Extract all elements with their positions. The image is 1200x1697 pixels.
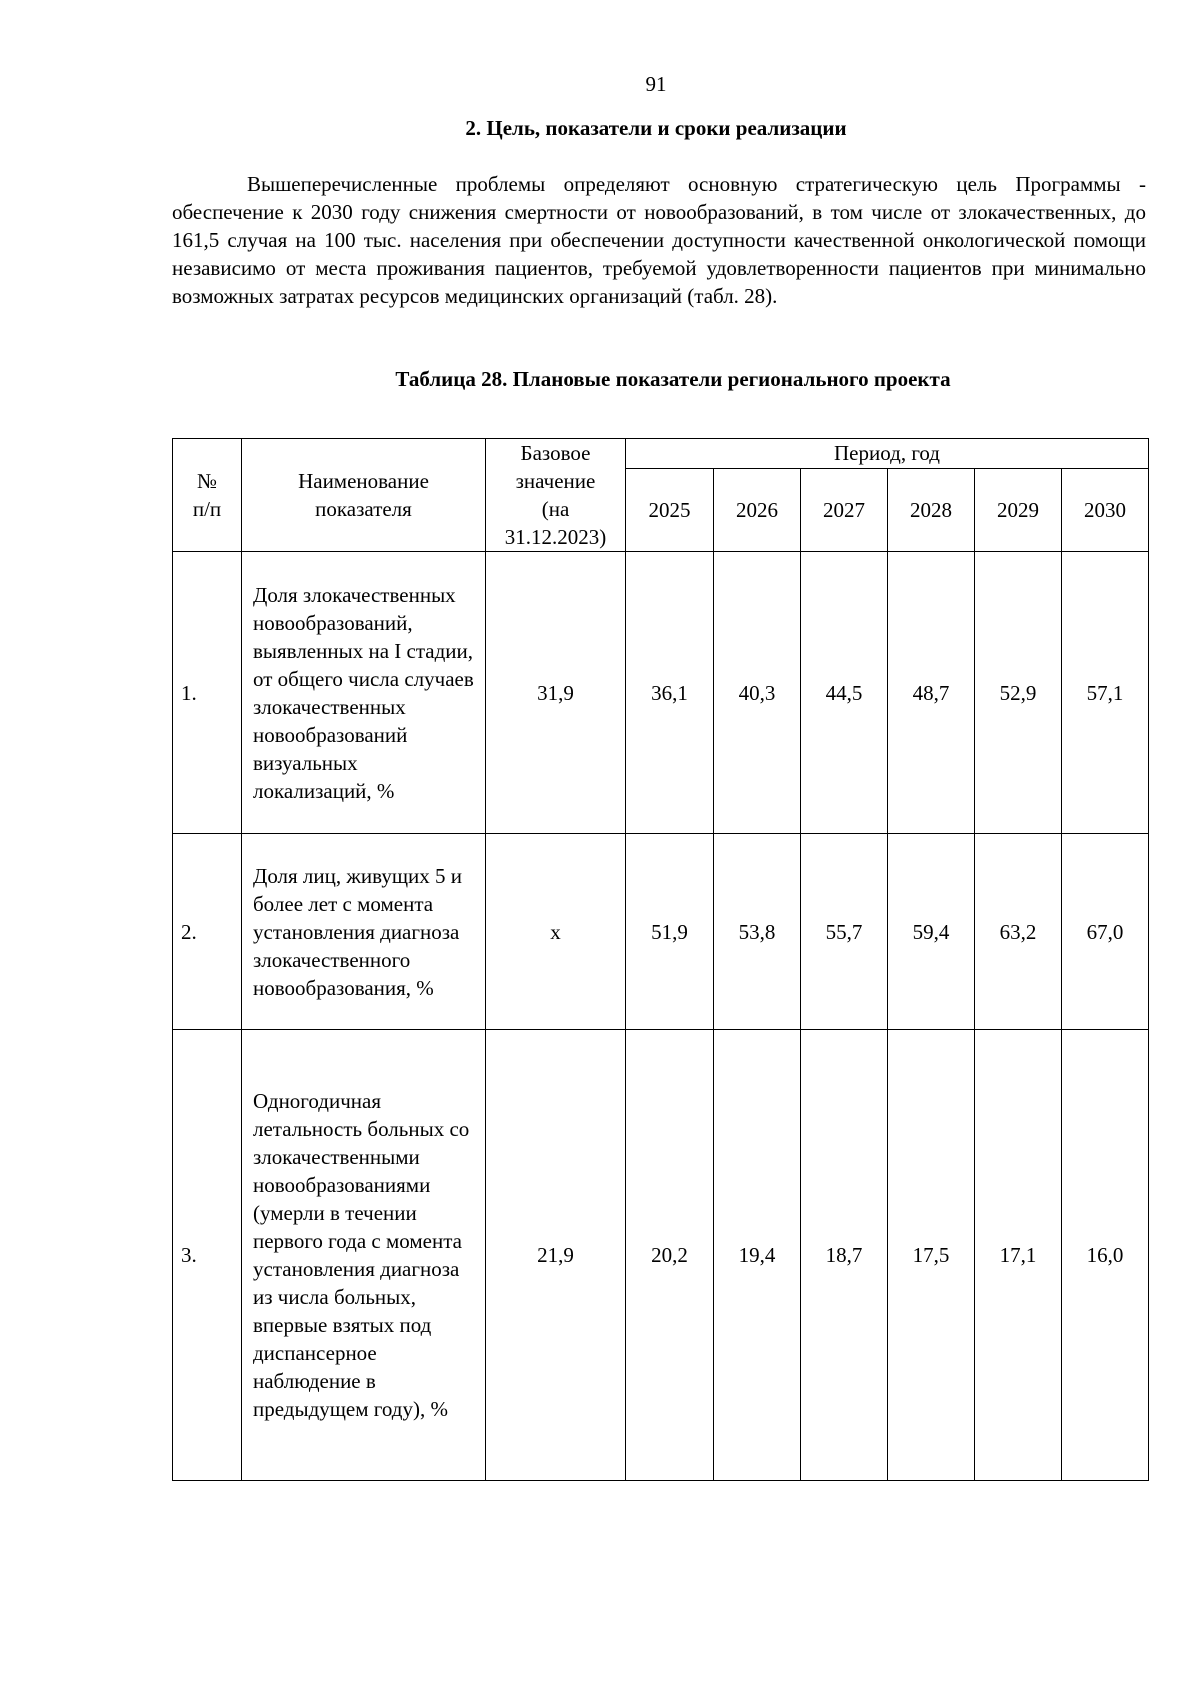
year-value: 17,1 [975, 1030, 1062, 1481]
year-value: 52,9 [975, 552, 1062, 834]
year-value: 20,2 [626, 1030, 714, 1481]
year-value: 55,7 [801, 834, 888, 1030]
year-value: 36,1 [626, 552, 714, 834]
header-baseline-line3: (на [541, 497, 570, 521]
indicator-name: Доля лиц, живущих 5 и более лет с момента установления диагноза злокачественного новообразования, % [242, 834, 486, 1030]
header-year: 2027 [801, 468, 888, 551]
header-name-line1: Наименование [298, 469, 429, 493]
year-value: 57,1 [1062, 552, 1149, 834]
year-value: 19,4 [714, 1030, 801, 1481]
year-value: 67,0 [1062, 834, 1149, 1030]
year-value: 17,5 [888, 1030, 975, 1481]
header-baseline-line2: значение [515, 469, 596, 493]
header-name-line2: показателя [315, 497, 412, 521]
baseline-value: 31,9 [486, 552, 626, 834]
year-value: 40,3 [714, 552, 801, 834]
year-value: 59,4 [888, 834, 975, 1030]
year-value: 48,7 [888, 552, 975, 834]
section-heading: 2. Цель, показатели и сроки реализации [465, 116, 847, 140]
header-baseline-line4: 31.12.2023) [504, 525, 607, 549]
year-value: 51,9 [626, 834, 714, 1030]
row-number: 1. [173, 552, 242, 834]
year-value: 16,0 [1062, 1030, 1149, 1481]
table-row [173, 1030, 1149, 1481]
year-value: 44,5 [801, 552, 888, 834]
header-number-line2: п/п [192, 497, 222, 521]
indicators-table [172, 438, 1149, 1481]
year-value: 53,8 [714, 834, 801, 1030]
header-number [173, 439, 242, 552]
header-baseline [486, 439, 626, 552]
row-number: 2. [173, 834, 242, 1030]
year-value: 18,7 [801, 1030, 888, 1481]
intro-paragraph: Вышеперечисленные проблемы определяют основную стратегическую цель Программы - обеспечение к 2030 году снижения смертности от новообразований, в том числе от злокачественных, до 161,5 случая на 100 тыс. населения при обеспечении доступности качественной онкологической помощи независимо от места проживания пациентов, требуемой удовлетворенности пациентов при минимально возможных затратах ресурсов медицинских организаций (табл. 28). [172, 172, 1146, 308]
header-year: 2030 [1062, 468, 1149, 551]
table-row [173, 552, 1149, 834]
table-row [173, 834, 1149, 1030]
table-caption: Таблица 28. Плановые показатели регионального проекта [395, 367, 951, 391]
header-baseline-line1: Базовое [520, 441, 591, 465]
header-year: 2028 [888, 468, 975, 551]
indicator-name: Одногодичная летальность больных со злокачественными новообразованиями (умерли в течении первого года с момента установления диагноза из числа больных, впервые взятых под диспансерное наблюдение в предыдущем году), % [242, 1030, 486, 1481]
header-year: 2026 [714, 468, 801, 551]
year-value: 63,2 [975, 834, 1062, 1030]
header-number-line1: № [196, 469, 218, 493]
header-name [242, 439, 486, 552]
page-number: 91 [645, 72, 667, 96]
header-period: Период, год [626, 439, 1149, 469]
baseline-value: 21,9 [486, 1030, 626, 1481]
row-number: 3. [173, 1030, 242, 1481]
header-year: 2029 [975, 468, 1062, 551]
indicator-name: Доля злокачественных новообразований, выявленных на I стадии, от общего числа случаев злокачественных новообразований визуальных локализаций, % [242, 552, 486, 834]
baseline-value: х [486, 834, 626, 1030]
header-year: 2025 [626, 468, 714, 551]
table-header-row [173, 439, 1149, 469]
